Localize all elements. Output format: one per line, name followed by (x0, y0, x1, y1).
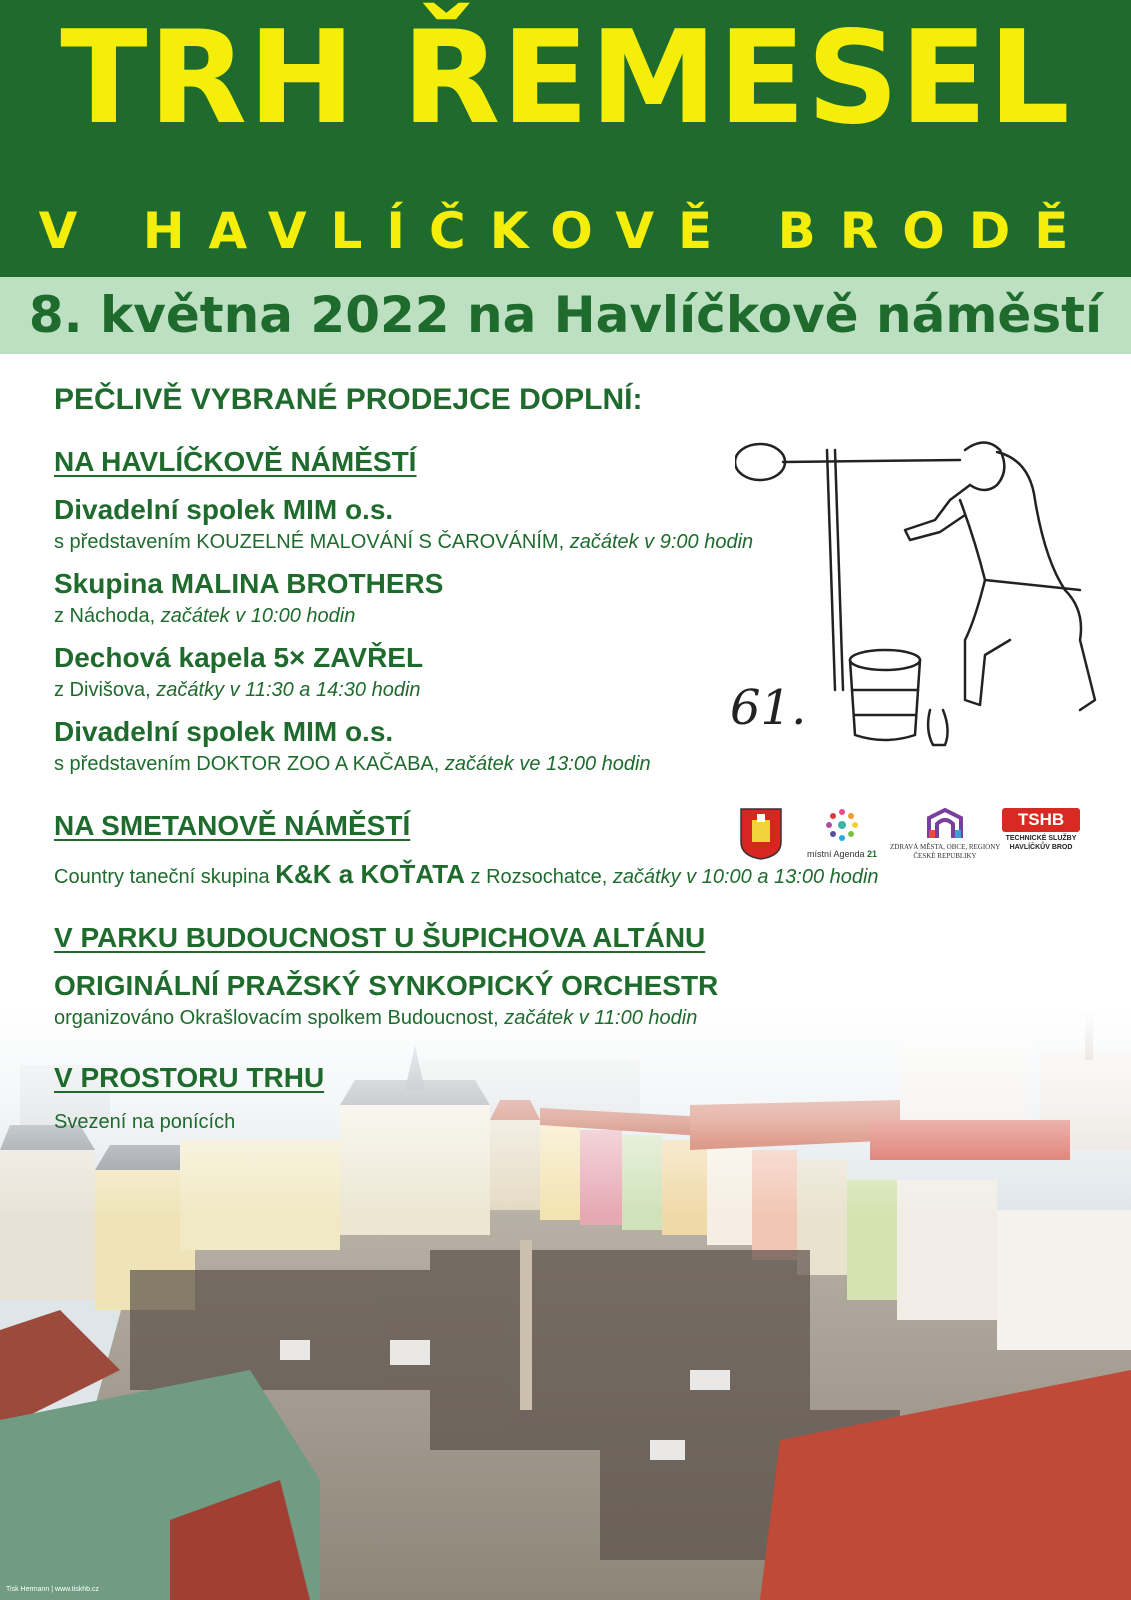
tshb-line1: TECHNICKÉ SLUŽBY (1005, 835, 1077, 842)
agenda21-number: 21 (867, 849, 878, 859)
performer-name: ORIGINÁLNÍ PRAŽSKÝ SYNKOPICKÝ ORCHESTR (54, 970, 719, 1001)
healthy-cities-logo (890, 808, 1000, 861)
agenda21-dots-icon (822, 808, 862, 844)
healthy-cities-line1: ZDRAVÁ MĚSTA, OBCE, REGIONY (890, 843, 1001, 851)
performer-name: Skupina MALINA BROTHERS (54, 568, 444, 599)
detail-time: začátek v 10:00 hodin (160, 605, 356, 627)
header-banner (0, 0, 1131, 277)
section-heading-park: V PARKU BUDOUCNOST U ŠUPICHOVA ALTÁNU (54, 922, 706, 953)
detail-text: s představením KOUZELNÉ MALOVÁNÍ S ČAROVÁNÍM, (54, 531, 565, 553)
detail-time: začátek v 11:00 hodin (504, 1007, 698, 1029)
agenda21-label: místní Agenda (806, 849, 865, 859)
performer-detail (54, 1004, 697, 1032)
event-subtitle: V HAVLÍČKOVĚ BRODĚ (38, 202, 1093, 260)
print-credit: Tisk Hermann | www.tiskhb.cz (6, 1586, 99, 1593)
detail-text: s představením DOKTOR ZOO A KAČABA, (54, 753, 440, 775)
performer-detail (54, 602, 355, 630)
agenda21-logo (802, 808, 882, 860)
performer-detail (54, 676, 421, 704)
detail-time: začátek v 9:00 hodin (569, 531, 754, 553)
city-coat-of-arms-icon (740, 808, 782, 865)
glassblower-illustration (730, 440, 1120, 760)
performer-name: K&K a KOŤATA (275, 859, 465, 889)
healthy-cities-line2: ČESKÉ REPUBLIKY (913, 852, 977, 860)
detail-text: Country taneční skupina (54, 866, 270, 888)
tshb-logo (1002, 808, 1080, 852)
performer-name: Divadelní spolek MIM o.s. (54, 494, 394, 525)
performer-detail: Svezení na ponících (54, 1111, 236, 1133)
event-date: 8. května 2022 na Havlíčkově náměstí (28, 286, 1103, 344)
performer-name: Divadelní spolek MIM o.s. (54, 716, 394, 747)
market-square-photo (0, 1010, 1131, 1600)
agenda21-text (802, 849, 882, 860)
performer-detail (54, 528, 753, 556)
detail-text: z Rozsochatce, (470, 866, 608, 888)
section-heading-trh: V PROSTORU TRHU (54, 1062, 325, 1093)
intro-heading: PEČLIVĚ VYBRANÉ PRODEJCE DOPLNÍ: (54, 383, 643, 416)
gate-icon (925, 808, 965, 838)
tshb-mark: TSHB (1002, 808, 1080, 832)
detail-time: začátky v 11:30 a 14:30 hodin (156, 679, 421, 701)
detail-time: začátky v 10:00 a 13:00 hodin (612, 866, 879, 888)
event-title: TRH ŘEMESEL (60, 4, 1071, 153)
sponsor-logos (740, 808, 1080, 864)
date-banner (0, 277, 1131, 354)
detail-text: z Náchoda, (54, 605, 156, 627)
performer-name: Dechová kapela 5× ZAVŘEL (54, 642, 424, 673)
section-heading-smetanovo: NA SMETANOVĚ NÁMĚSTÍ (54, 810, 411, 841)
detail-time: začátek ve 13:00 hodin (444, 753, 651, 775)
detail-text: organizováno Okrašlovacím spolkem Budoucnost, (54, 1007, 499, 1029)
performer-detail (54, 750, 651, 778)
tshb-line2: HAVLÍČKŮV BROD (1009, 844, 1073, 851)
section-heading-havlickovo: NA HAVLÍČKOVĚ NÁMĚSTÍ (54, 446, 417, 477)
detail-text: z Divišova, (54, 679, 151, 701)
edition-number: 61. (730, 680, 807, 736)
